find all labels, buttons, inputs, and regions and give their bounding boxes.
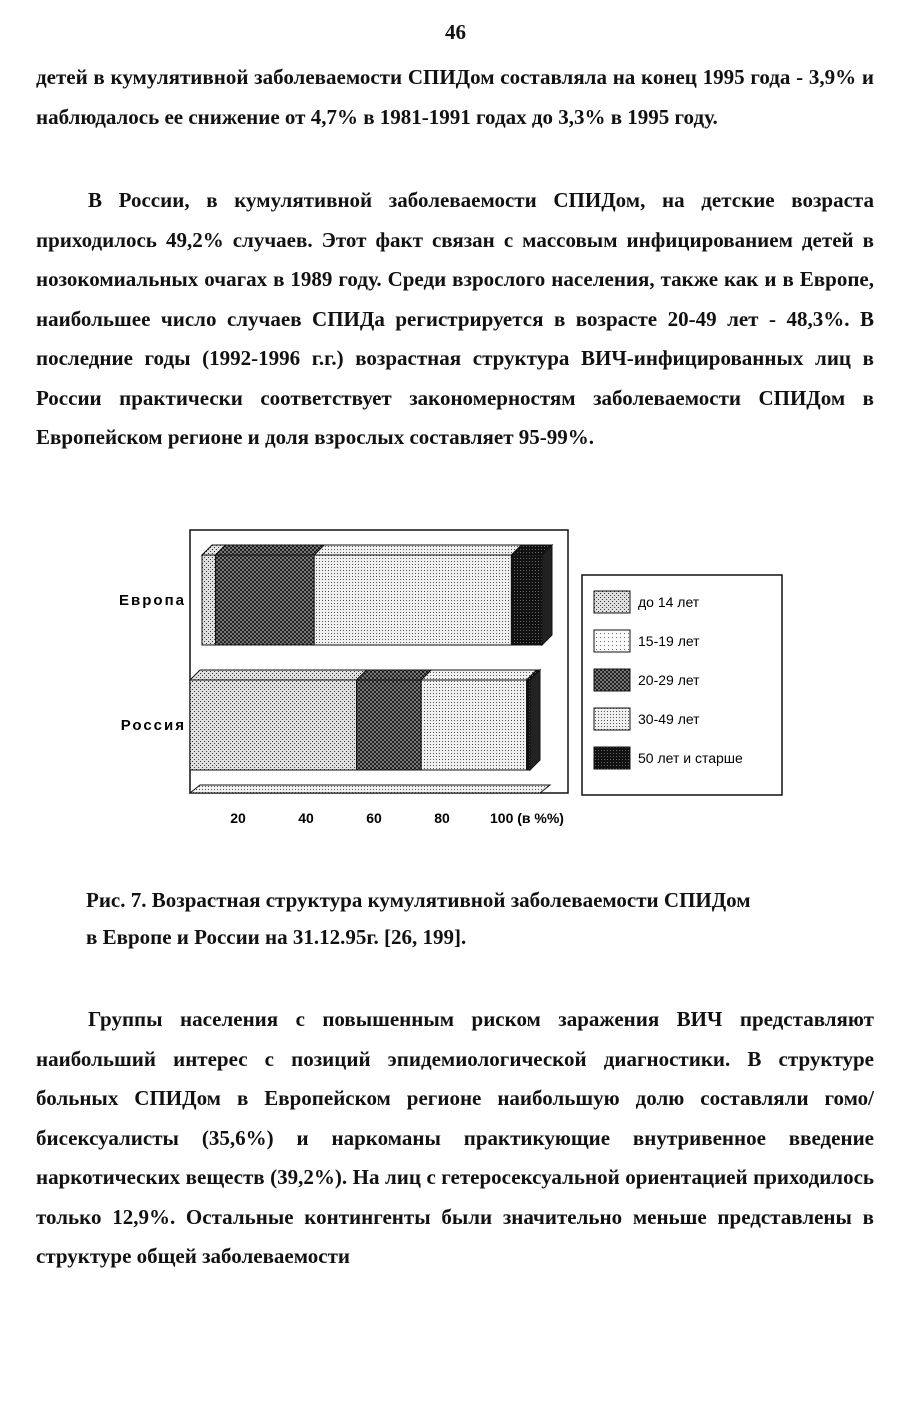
bar-top-0-2	[216, 545, 325, 555]
chart-legend	[582, 575, 782, 795]
figure-caption	[86, 882, 846, 956]
plot-area	[119, 530, 568, 826]
bar-1-0	[190, 680, 357, 770]
category-label-0: Европа	[119, 592, 186, 609]
age-structure-chart	[100, 525, 800, 845]
paragraph-2: В России, в кумулятивной заболеваемости СПИДом, на детские возраста приходилось 49,2% случаев. Этот факт связан с массовым инфицированием детей в нозокомиальных очагах в 1989 году. Среди взрослого населения, также как и в Европе, наибольшее число случаев СПИДа регистрируется в возрасте 20-49 лет - 48,3%. В последние годы (1992-1996 г.г.) возрастная структура ВИЧ-инфицированных лиц в России практически соответствует закономерностям заболеваемости СПИДом в Европейском регионе и доля взрослых составляет 95-99%.	[36, 188, 874, 449]
legend-label-4: 50 лет и старше	[638, 750, 743, 766]
x-tick-label-3: 80	[434, 810, 450, 826]
legend-swatch-2	[594, 669, 630, 691]
legend-swatch-4	[594, 747, 630, 769]
category-label-1: Россия	[120, 717, 186, 734]
paragraph-3: Группы населения с повышенным риском заражения ВИЧ представляют наибольший интерес с позиций эпидемиологической диагностики. В структуре больных СПИДом в Европейском регионе наибольшую долю составляли гомо/бисексуалисты (35,6%) и наркоманы практикующие внутривенное введение наркотических веществ (39,2%). На лиц с гетеросексуальной ориентацией приходилось только 12,9%. Остальные контингенты были значительно меньше представлены в структуре общей заболеваемости	[36, 1007, 874, 1268]
bar-top-1-2	[357, 670, 432, 680]
bar-side-1	[530, 670, 540, 770]
paragraph-1: детей в кумулятивной заболеваемости СПИДом составляла на конец 1995 года - 3,9% и наблюдалось ее снижение от 4,7% в 1981-1991 годах до 3,3% в 1995 году.	[36, 65, 874, 129]
legend-swatch-3	[594, 708, 630, 730]
bar-0-3	[314, 555, 511, 645]
bar-1-3	[421, 680, 526, 770]
page-number: 46	[445, 20, 466, 44]
caption-line-1: Рис. 7. Возрастная структура кумулятивной заболеваемости СПИДом	[86, 888, 751, 912]
x-tick-label-0: 20	[230, 810, 246, 826]
caption-line-2: в Европе и России на 31.12.95г. [26, 199].	[86, 925, 467, 949]
bar-top-1-0	[190, 670, 367, 680]
x-tick-label-4: 100 (в %%)	[490, 810, 564, 826]
legend-label-3: 30-49 лет	[638, 711, 700, 727]
plot-floor	[190, 785, 550, 793]
legend-swatch-1	[594, 630, 630, 652]
bar-0-2	[216, 555, 315, 645]
bar-1-4	[527, 680, 530, 770]
bar-side-0	[542, 545, 552, 645]
bar-0-4	[511, 555, 542, 645]
legend-label-0: до 14 лет	[638, 594, 700, 610]
bar-top-1-3	[421, 670, 536, 680]
x-tick-label-2: 60	[366, 810, 382, 826]
x-tick-label-1: 40	[298, 810, 314, 826]
bar-0-0	[202, 555, 216, 645]
legend-label-1: 15-19 лет	[638, 633, 700, 649]
legend-swatch-0	[594, 591, 630, 613]
bar-top-0-3	[314, 545, 521, 555]
bar-1-2	[357, 680, 422, 770]
legend-label-2: 20-29 лет	[638, 672, 700, 688]
